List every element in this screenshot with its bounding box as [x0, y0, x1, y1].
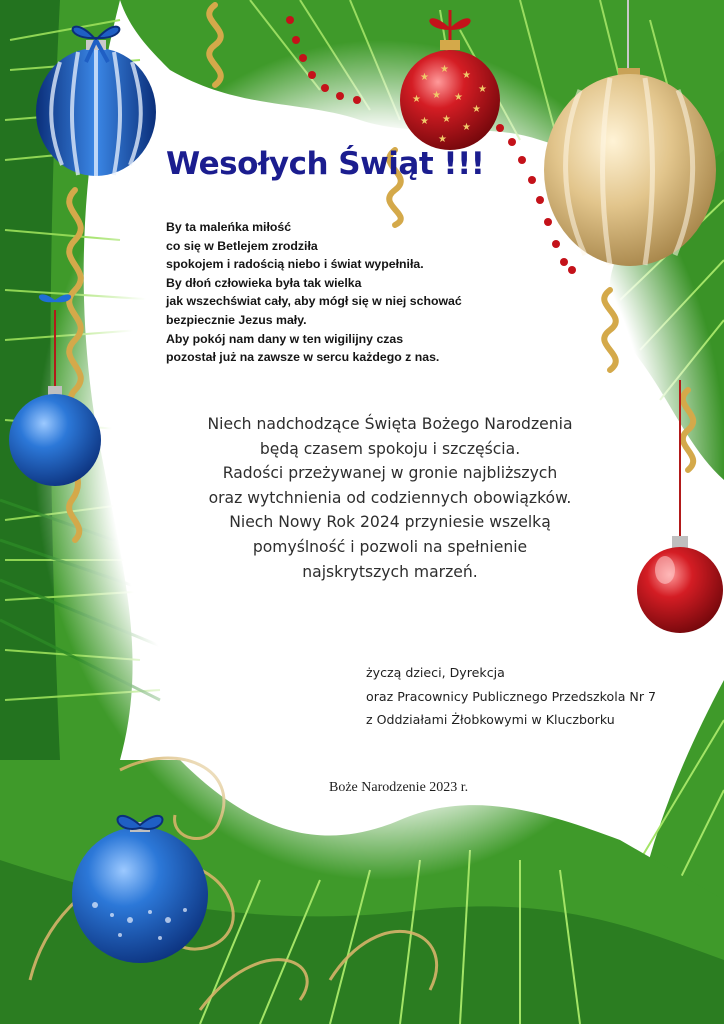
svg-text:★: ★ [462, 70, 471, 81]
poem-line: spokojem i radością niebo i świat wypełniła. [166, 257, 424, 272]
svg-text:★: ★ [472, 104, 481, 115]
poem-line: By ta maleńka miłość [166, 220, 292, 234]
poem-block [166, 218, 486, 367]
greeting-title: Wesołych Świąt !!! [166, 146, 485, 182]
wishes-line: pomyślność i pozwoli na spełnienie [252, 537, 528, 556]
svg-text:★: ★ [432, 90, 441, 101]
signature-line: życzą dzieci, Dyrekcja [366, 665, 505, 680]
wishes-block [160, 412, 620, 584]
poem-line: Aby pokój nam dany w ten wigilijny czas [166, 331, 404, 346]
svg-text:★: ★ [454, 92, 463, 103]
date-line: Boże Narodzenie 2023 r. [329, 780, 469, 795]
poem-line: pozostał już na zawsze w sercu każdego z nas. [166, 350, 440, 365]
svg-text:★: ★ [462, 122, 471, 133]
wishes-line: oraz wytchnienia od codziennych obowiązków. [208, 488, 572, 507]
svg-text:★: ★ [478, 84, 487, 95]
signature-line: oraz Pracownicy Publicznego Przedszkola Nr 7 [366, 688, 657, 704]
svg-text:★: ★ [440, 64, 449, 75]
poem-line: bezpiecznie Jezus mały. [166, 312, 307, 327]
svg-text:★: ★ [412, 94, 421, 105]
svg-text:★: ★ [438, 134, 447, 145]
svg-text:★: ★ [442, 114, 451, 125]
wishes-line: Radości przeżywanej w gronie najbliższych [222, 464, 558, 483]
wishes-line: będą czasem spokoju i szczęścia. [259, 439, 521, 458]
poem-line: jak wszechświat cały, aby mógł się w niej schować [166, 294, 462, 309]
poem-line: By dłoń człowieka była tak wielka [166, 275, 362, 290]
poem-line: co się w Betlejem zrodziła [166, 238, 318, 253]
signature-line: z Oddziałami Żłobkowymi w Kluczborku [366, 712, 615, 728]
wishes-line: Niech nadchodzące Święta Bożego Narodzenia [207, 415, 573, 433]
svg-text:★: ★ [420, 72, 429, 83]
wishes-line: najskrytszych marzeń. [302, 562, 478, 581]
wishes-line: Niech Nowy Rok 2024 przyniesie wszelką [229, 513, 551, 532]
signature-block [366, 661, 666, 732]
svg-text:★: ★ [420, 116, 429, 127]
